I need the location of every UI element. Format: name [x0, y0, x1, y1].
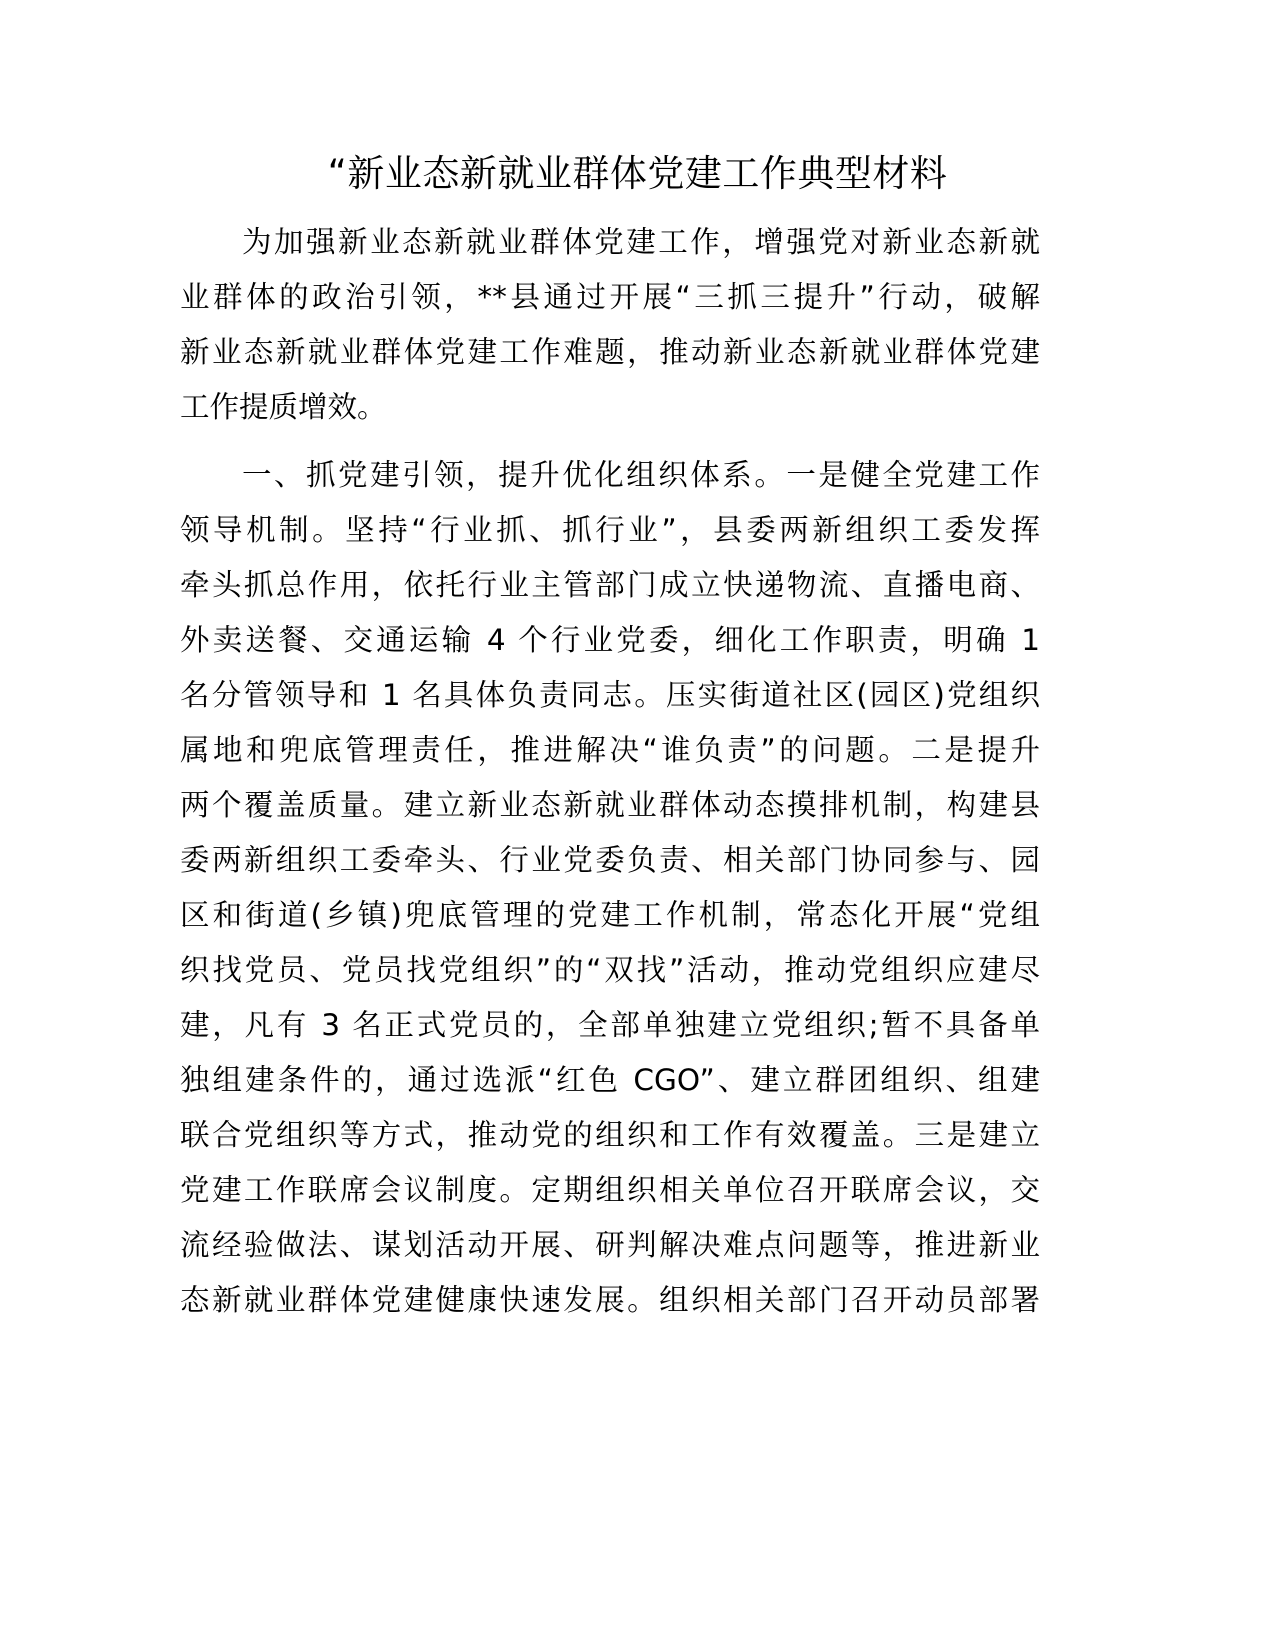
text-line: 两个覆盖质量。建立新业态新就业群体动态摸排机制，构建县 [180, 788, 1040, 822]
text-line: 联合党组织等方式，推动党的组织和工作有效覆盖。三是建立 [180, 1118, 1040, 1152]
text-line: 区和街道(乡镇)兜底管理的党建工作机制，常态化开展“党组 [180, 898, 1040, 932]
text-line: 党建工作联席会议制度。定期组织相关单位召开联席会议，交 [180, 1173, 1040, 1207]
text-line: 建，凡有 3 名正式党员的，全部单独建立党组织;暂不具备单 [180, 1008, 1040, 1042]
text-line: 委两新组织工委牵头、行业党委负责、相关部门协同参与、园 [180, 843, 1040, 877]
text-line: 工作提质增效。 [180, 390, 387, 424]
text-line: 领导机制。坚持“行业抓、抓行业”，县委两新组织工委发挥 [180, 513, 1040, 547]
paragraph-intro [180, 215, 1040, 435]
paragraph-section-one [180, 448, 1040, 1328]
text-line: 牵头抓总作用，依托行业主管部门成立快递物流、直播电商、 [180, 568, 1040, 602]
document-title: “新业态新就业群体党建工作典型材料 [327, 152, 948, 195]
text-line: 流经验做法、谋划活动开展、研判解决难点问题等，推进新业 [180, 1228, 1040, 1262]
text-line: 一、抓党建引领，提升优化组织体系。一是健全党建工作 [242, 458, 1040, 492]
text-line: 态新就业群体党建健康快速发展。组织相关部门召开动员部署 [180, 1283, 1040, 1317]
text-line: 织找党员、党员找党组织”的“双找”活动，推动党组织应建尽 [180, 953, 1040, 987]
text-line: 新业态新就业群体党建工作难题，推动新业态新就业群体党建 [180, 335, 1040, 369]
text-line: 外卖送餐、交通运输 4 个行业党委，细化工作职责，明确 1 [180, 623, 1040, 657]
text-line: 业群体的政治引领，**县通过开展“三抓三提升”行动，破解 [180, 280, 1040, 314]
text-line: 名分管领导和 1 名具体负责同志。压实街道社区(园区)党组织 [180, 678, 1040, 712]
text-line: 为加强新业态新就业群体党建工作，增强党对新业态新就 [242, 225, 1040, 259]
text-line: 独组建条件的，通过选派“红色 CGO”、建立群团组织、组建 [180, 1063, 1040, 1097]
text-line: 属地和兜底管理责任，推进解决“谁负责”的问题。二是提升 [180, 733, 1040, 767]
